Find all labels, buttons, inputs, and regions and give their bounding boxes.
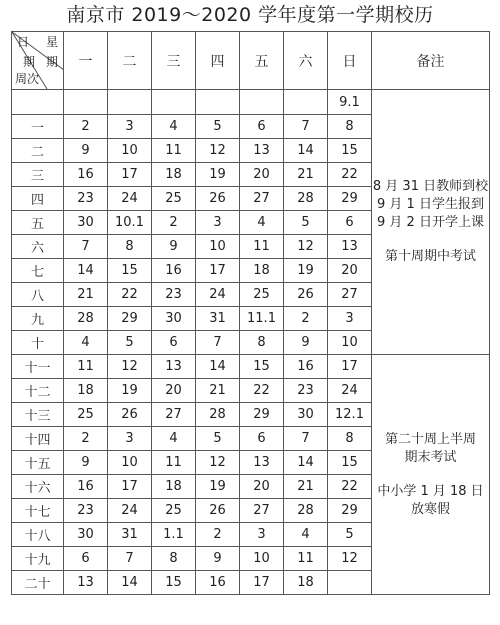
day-cell: 11.1 bbox=[240, 307, 284, 331]
day-cell: 14 bbox=[64, 259, 108, 283]
week-label: 五 bbox=[12, 211, 64, 235]
day-cell: 19 bbox=[196, 475, 240, 499]
note-line: 中小学 1 月 18 日 bbox=[377, 483, 484, 499]
day-cell: 18 bbox=[64, 379, 108, 403]
day-cell: 3 bbox=[196, 211, 240, 235]
day-cell: 1.1 bbox=[152, 523, 196, 547]
day-cell: 12 bbox=[328, 547, 372, 571]
note-line: 9 月 2 日开学上课 bbox=[377, 215, 484, 230]
day-cell: 30 bbox=[64, 523, 108, 547]
day-cell: 4 bbox=[152, 427, 196, 451]
corner-label-ri: 日 bbox=[17, 35, 30, 49]
week-label: 十六 bbox=[12, 475, 64, 499]
week-label: 一 bbox=[12, 115, 64, 139]
day-cell: 4 bbox=[284, 523, 328, 547]
day-cell: 26 bbox=[196, 499, 240, 523]
day-cell: 17 bbox=[108, 475, 152, 499]
day-cell: 17 bbox=[240, 571, 284, 595]
day-cell bbox=[64, 90, 108, 115]
day-cell: 12 bbox=[108, 355, 152, 379]
day-cell: 3 bbox=[328, 307, 372, 331]
week-label: 三 bbox=[12, 163, 64, 187]
weekday-header: 六 bbox=[284, 32, 328, 90]
day-cell: 15 bbox=[328, 139, 372, 163]
day-cell: 25 bbox=[240, 283, 284, 307]
day-cell: 12 bbox=[284, 235, 328, 259]
day-cell: 3 bbox=[108, 115, 152, 139]
week-label: 十一 bbox=[12, 355, 64, 379]
week-label: 二十 bbox=[12, 571, 64, 595]
day-cell: 13 bbox=[240, 451, 284, 475]
day-cell: 22 bbox=[328, 475, 372, 499]
week-label: 十三 bbox=[12, 403, 64, 427]
day-cell: 22 bbox=[328, 163, 372, 187]
day-cell: 4 bbox=[64, 331, 108, 355]
week-label: 九 bbox=[12, 307, 64, 331]
day-cell: 20 bbox=[240, 163, 284, 187]
day-cell: 10 bbox=[196, 235, 240, 259]
day-cell: 18 bbox=[240, 259, 284, 283]
day-cell: 2 bbox=[64, 115, 108, 139]
day-cell: 21 bbox=[64, 283, 108, 307]
day-cell: 17 bbox=[196, 259, 240, 283]
weekday-header: 四 bbox=[196, 32, 240, 90]
day-cell: 16 bbox=[64, 163, 108, 187]
day-cell: 12 bbox=[196, 451, 240, 475]
day-cell: 11 bbox=[284, 547, 328, 571]
day-cell: 22 bbox=[108, 283, 152, 307]
day-cell: 22 bbox=[240, 379, 284, 403]
day-cell: 4 bbox=[152, 115, 196, 139]
week-label: 十五 bbox=[12, 451, 64, 475]
day-cell: 8 bbox=[152, 547, 196, 571]
day-cell: 17 bbox=[328, 355, 372, 379]
day-cell: 21 bbox=[284, 163, 328, 187]
day-cell: 26 bbox=[196, 187, 240, 211]
day-cell: 11 bbox=[240, 235, 284, 259]
day-cell: 3 bbox=[240, 523, 284, 547]
day-cell: 10 bbox=[328, 331, 372, 355]
day-cell: 4 bbox=[240, 211, 284, 235]
day-cell: 2 bbox=[196, 523, 240, 547]
day-cell: 5 bbox=[196, 115, 240, 139]
day-cell: 9 bbox=[152, 235, 196, 259]
day-cell: 11 bbox=[64, 355, 108, 379]
week-label: 十 bbox=[12, 331, 64, 355]
day-cell: 13 bbox=[64, 571, 108, 595]
day-cell: 27 bbox=[328, 283, 372, 307]
day-cell: 17 bbox=[108, 163, 152, 187]
day-cell: 29 bbox=[328, 499, 372, 523]
day-cell: 28 bbox=[64, 307, 108, 331]
day-cell: 11 bbox=[152, 139, 196, 163]
day-cell: 16 bbox=[152, 259, 196, 283]
day-cell: 9 bbox=[64, 451, 108, 475]
day-cell: 16 bbox=[284, 355, 328, 379]
day-cell: 15 bbox=[328, 451, 372, 475]
day-cell: 5 bbox=[328, 523, 372, 547]
day-cell: 7 bbox=[284, 427, 328, 451]
week-label: 七 bbox=[12, 259, 64, 283]
day-cell: 10 bbox=[108, 451, 152, 475]
corner-label-qi2: 期 bbox=[46, 55, 59, 69]
day-cell: 29 bbox=[240, 403, 284, 427]
day-cell: 7 bbox=[64, 235, 108, 259]
day-cell: 18 bbox=[152, 163, 196, 187]
day-cell: 3 bbox=[108, 427, 152, 451]
day-cell bbox=[284, 90, 328, 115]
day-cell: 2 bbox=[284, 307, 328, 331]
day-cell: 20 bbox=[240, 475, 284, 499]
weekday-header: 二 bbox=[108, 32, 152, 90]
day-cell: 21 bbox=[284, 475, 328, 499]
day-cell: 16 bbox=[196, 571, 240, 595]
day-cell: 28 bbox=[284, 499, 328, 523]
week-label bbox=[12, 90, 64, 115]
day-cell: 10 bbox=[240, 547, 284, 571]
day-cell: 18 bbox=[284, 571, 328, 595]
day-cell: 29 bbox=[108, 307, 152, 331]
day-cell: 24 bbox=[196, 283, 240, 307]
day-cell: 24 bbox=[108, 499, 152, 523]
day-cell: 14 bbox=[284, 451, 328, 475]
school-calendar-table bbox=[11, 31, 490, 595]
day-cell: 30 bbox=[64, 211, 108, 235]
day-cell: 6 bbox=[240, 427, 284, 451]
week-label: 二 bbox=[12, 139, 64, 163]
day-cell: 26 bbox=[108, 403, 152, 427]
day-cell: 21 bbox=[196, 379, 240, 403]
weekday-header: 三 bbox=[152, 32, 196, 90]
day-cell: 7 bbox=[196, 331, 240, 355]
day-cell: 26 bbox=[284, 283, 328, 307]
week-label: 十九 bbox=[12, 547, 64, 571]
day-cell bbox=[152, 90, 196, 115]
day-cell: 20 bbox=[152, 379, 196, 403]
day-cell bbox=[328, 571, 372, 595]
note-line: 8 月 31 日教师到校 bbox=[372, 179, 489, 194]
note-line: 放寒假 bbox=[410, 501, 450, 517]
day-cell: 2 bbox=[152, 211, 196, 235]
day-cell: 15 bbox=[152, 571, 196, 595]
day-cell bbox=[108, 90, 152, 115]
day-cell: 13 bbox=[152, 355, 196, 379]
weekday-header: 日 bbox=[328, 32, 372, 90]
day-cell: 30 bbox=[284, 403, 328, 427]
day-cell: 16 bbox=[64, 475, 108, 499]
day-cell: 5 bbox=[196, 427, 240, 451]
week-label: 十八 bbox=[12, 523, 64, 547]
day-cell: 15 bbox=[108, 259, 152, 283]
day-cell: 15 bbox=[240, 355, 284, 379]
day-cell: 18 bbox=[152, 475, 196, 499]
day-cell: 8 bbox=[240, 331, 284, 355]
day-cell: 12.1 bbox=[328, 403, 372, 427]
header-row bbox=[12, 32, 490, 90]
corner-header-cell bbox=[12, 32, 64, 90]
day-cell: 31 bbox=[196, 307, 240, 331]
day-cell: 31 bbox=[108, 523, 152, 547]
day-cell: 11 bbox=[152, 451, 196, 475]
day-cell: 12 bbox=[196, 139, 240, 163]
day-cell: 23 bbox=[284, 379, 328, 403]
day-cell: 25 bbox=[152, 187, 196, 211]
weekday-header: 五 bbox=[240, 32, 284, 90]
day-cell: 10 bbox=[108, 139, 152, 163]
day-cell: 19 bbox=[284, 259, 328, 283]
day-cell: 13 bbox=[328, 235, 372, 259]
day-cell bbox=[240, 90, 284, 115]
day-cell: 5 bbox=[284, 211, 328, 235]
week-row bbox=[12, 355, 490, 379]
day-cell: 9 bbox=[196, 547, 240, 571]
day-cell: 2 bbox=[64, 427, 108, 451]
week-label: 四 bbox=[12, 187, 64, 211]
day-cell: 19 bbox=[108, 379, 152, 403]
day-cell: 5 bbox=[108, 331, 152, 355]
page-title: 南京市 2019～2020 学年度第一学期校历 bbox=[66, 4, 434, 26]
week-label: 八 bbox=[12, 283, 64, 307]
day-cell: 24 bbox=[108, 187, 152, 211]
notes-cell-first-half bbox=[372, 90, 490, 355]
day-cell: 27 bbox=[240, 499, 284, 523]
note-line: 第十周期中考试 bbox=[384, 249, 476, 264]
day-cell: 25 bbox=[64, 403, 108, 427]
day-cell: 27 bbox=[240, 187, 284, 211]
corner-label-qi1: 期 bbox=[23, 55, 36, 69]
day-cell: 14 bbox=[108, 571, 152, 595]
corner-label-xing: 星 bbox=[46, 35, 59, 49]
day-cell: 20 bbox=[328, 259, 372, 283]
day-cell: 8 bbox=[328, 115, 372, 139]
day-cell: 19 bbox=[196, 163, 240, 187]
day-cell: 27 bbox=[152, 403, 196, 427]
week-label: 六 bbox=[12, 235, 64, 259]
notes-header: 备注 bbox=[372, 32, 490, 90]
week-label: 十七 bbox=[12, 499, 64, 523]
note-line: 第二十周上半周 bbox=[384, 431, 476, 447]
day-cell: 9.1 bbox=[328, 90, 372, 115]
day-cell: 28 bbox=[196, 403, 240, 427]
weekday-header: 一 bbox=[64, 32, 108, 90]
day-cell: 23 bbox=[64, 499, 108, 523]
week-label: 十四 bbox=[12, 427, 64, 451]
day-cell bbox=[196, 90, 240, 115]
day-cell: 6 bbox=[240, 115, 284, 139]
day-cell: 6 bbox=[152, 331, 196, 355]
day-cell: 25 bbox=[152, 499, 196, 523]
day-cell: 13 bbox=[240, 139, 284, 163]
pre-week-row bbox=[12, 90, 490, 115]
day-cell: 8 bbox=[108, 235, 152, 259]
day-cell: 23 bbox=[64, 187, 108, 211]
note-line: 9 月 1 日学生报到 bbox=[377, 197, 484, 212]
day-cell: 10.1 bbox=[108, 211, 152, 235]
day-cell: 14 bbox=[196, 355, 240, 379]
day-cell: 6 bbox=[64, 547, 108, 571]
day-cell: 9 bbox=[284, 331, 328, 355]
day-cell: 8 bbox=[328, 427, 372, 451]
week-label: 十二 bbox=[12, 379, 64, 403]
day-cell: 6 bbox=[328, 211, 372, 235]
day-cell: 29 bbox=[328, 187, 372, 211]
day-cell: 24 bbox=[328, 379, 372, 403]
day-cell: 7 bbox=[108, 547, 152, 571]
day-cell: 9 bbox=[64, 139, 108, 163]
day-cell: 30 bbox=[152, 307, 196, 331]
day-cell: 23 bbox=[152, 283, 196, 307]
corner-label-zhouci: 周次 bbox=[15, 72, 40, 86]
day-cell: 7 bbox=[284, 115, 328, 139]
notes-cell-second-half bbox=[372, 355, 490, 595]
day-cell: 28 bbox=[284, 187, 328, 211]
day-cell: 14 bbox=[284, 139, 328, 163]
note-line: 期末考试 bbox=[404, 449, 457, 465]
